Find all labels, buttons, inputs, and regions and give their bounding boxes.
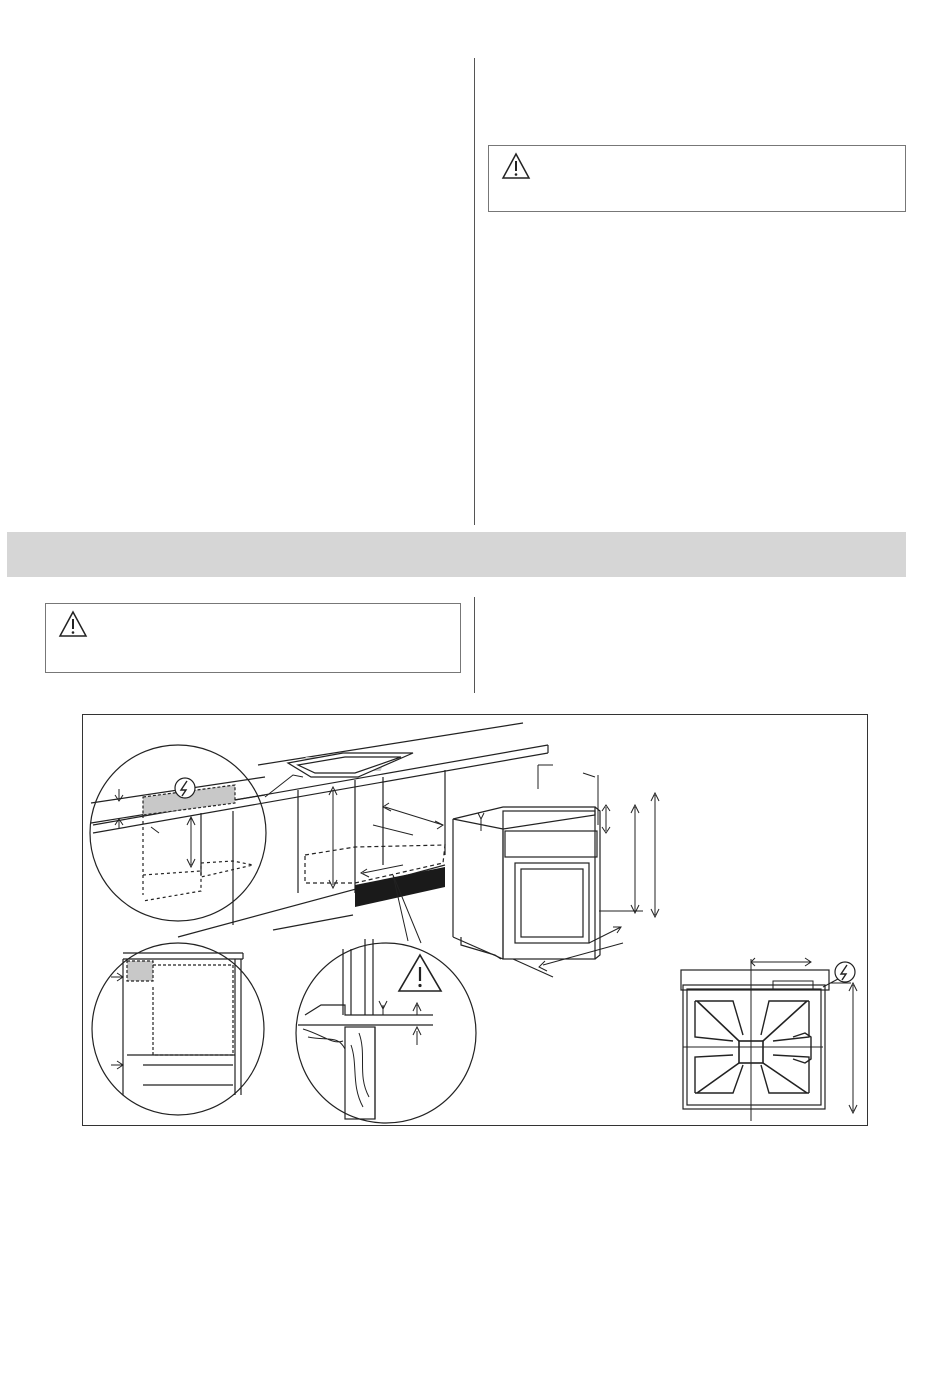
- electrical-lightning-icon: [175, 778, 195, 798]
- warning-triangle-icon: [501, 152, 531, 180]
- detail-circle-vent: [296, 939, 476, 1123]
- section-header-bar: [7, 532, 906, 577]
- detail-circle-electrical: [90, 745, 266, 925]
- oven: [453, 807, 600, 959]
- column-divider-top: [474, 58, 475, 525]
- detail-circle-cabinet: [92, 943, 264, 1115]
- oven-dimensions: [478, 765, 659, 977]
- warning-triangle-icon: [399, 955, 441, 991]
- warning-triangle-icon: [58, 610, 88, 638]
- column-divider-bottom: [474, 597, 475, 693]
- installation-figure: [82, 714, 868, 1126]
- hob-cutout: [288, 753, 413, 777]
- warning-box-top: [488, 145, 906, 212]
- installation-drawing: [83, 715, 869, 1127]
- ventilation-strip: [355, 867, 445, 907]
- warning-box-section: [45, 603, 461, 673]
